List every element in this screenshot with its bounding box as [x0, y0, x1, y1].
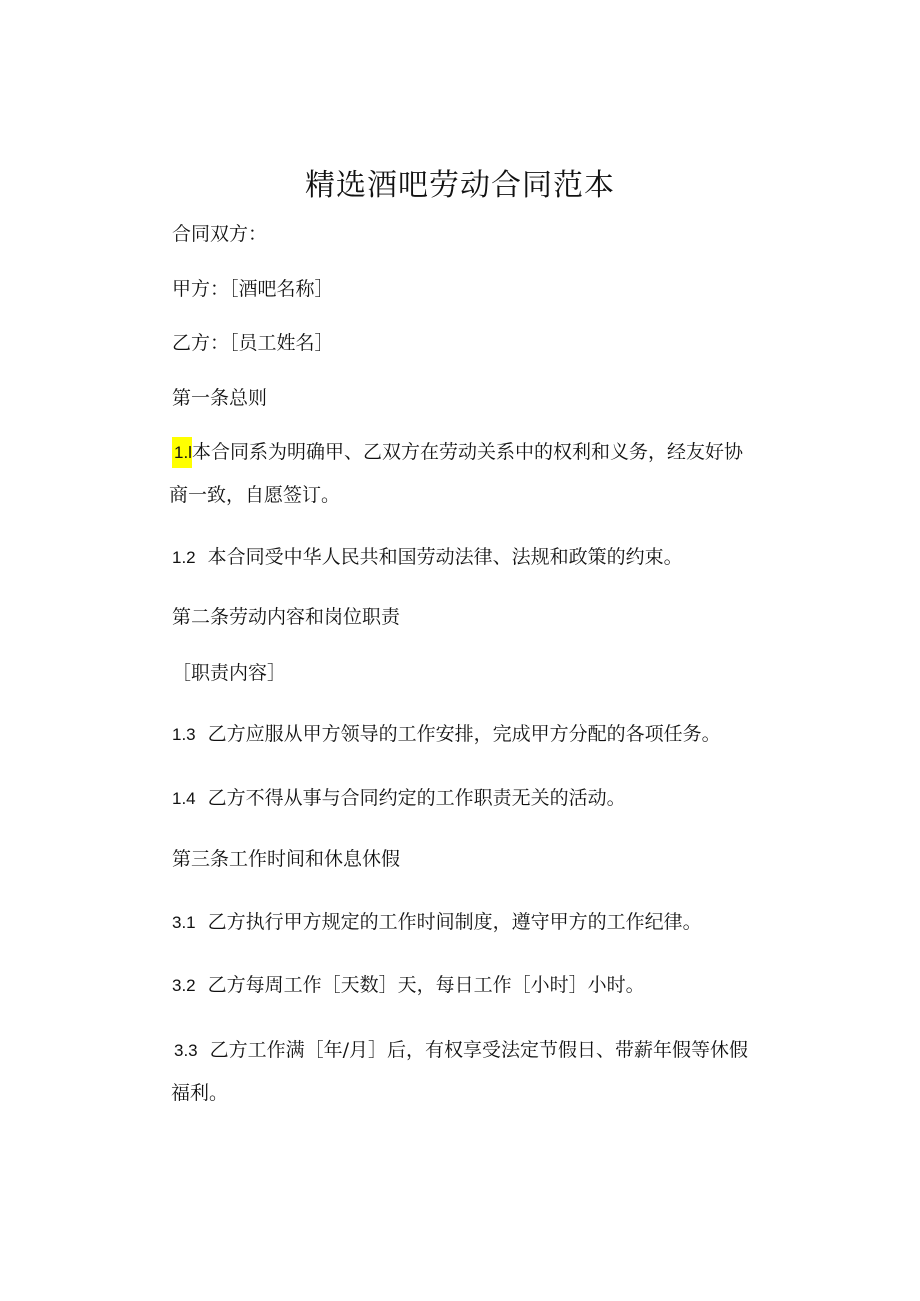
- clause-3-1: [172, 910, 702, 935]
- clause-1-2-number: 1.2: [172, 548, 196, 567]
- clause-1-3: [172, 722, 721, 747]
- clause-1-2-text: 本合同受中华人民共和国劳动法律、法规和政策的约束。: [207, 546, 683, 568]
- clause-1-4: [172, 786, 626, 811]
- clause-1-3-number: 1.3: [172, 725, 196, 744]
- party-a-line: 甲方：［酒吧名称］: [172, 278, 334, 300]
- document-title: 精选酒吧劳动合同范本: [305, 168, 615, 203]
- clause-3-2-number: 3.2: [172, 976, 196, 995]
- clause-1-2: [172, 545, 683, 570]
- clause-1-4-text: 乙方不得从事与合同约定的工作职责无关的活动。: [207, 787, 626, 809]
- duties-placeholder: ［职责内容］: [172, 662, 287, 684]
- article-3-heading: 第三条工作时间和休息休假: [172, 848, 401, 870]
- clause-3-3-text-line2: 福利。: [171, 1082, 229, 1104]
- clause-3-2-text: 乙方每周工作［天数］天，每日工作［小时］小时。: [207, 974, 645, 996]
- clause-3-2: [172, 973, 645, 998]
- clause-3-1-number: 3.1: [172, 913, 196, 932]
- clause-1-3-text: 乙方应服从甲方领导的工作安排，完成甲方分配的各项任务。: [207, 723, 721, 745]
- article-2-heading: 第二条劳动内容和岗位职责: [172, 606, 401, 628]
- clause-1-1-number: 1.l: [172, 437, 192, 468]
- clause-3-3: [171, 1038, 794, 1105]
- clause-3-3-number: 3.3: [174, 1041, 198, 1060]
- clause-1-1-text-line2: 商一致，自愿签订。: [169, 484, 341, 506]
- parties-heading: 合同双方：: [172, 223, 268, 245]
- clause-1-1-text-line1: 本合同系为明确甲、乙双方在劳动关系中的权利和义务，经友好协: [191, 441, 743, 463]
- party-b-line: 乙方：［员工姓名］: [172, 332, 334, 354]
- clause-1-4-number: 1.4: [172, 789, 196, 808]
- clause-3-1-text: 乙方执行甲方规定的工作时间制度，遵守甲方的工作纪律。: [207, 911, 702, 933]
- clause-1-1: [169, 440, 792, 507]
- clause-3-3-text-line1: 乙方工作满［年/月］后，有权享受法定节假日、带薪年假等休假: [209, 1039, 749, 1061]
- article-1-heading: 第一条总则: [172, 387, 268, 409]
